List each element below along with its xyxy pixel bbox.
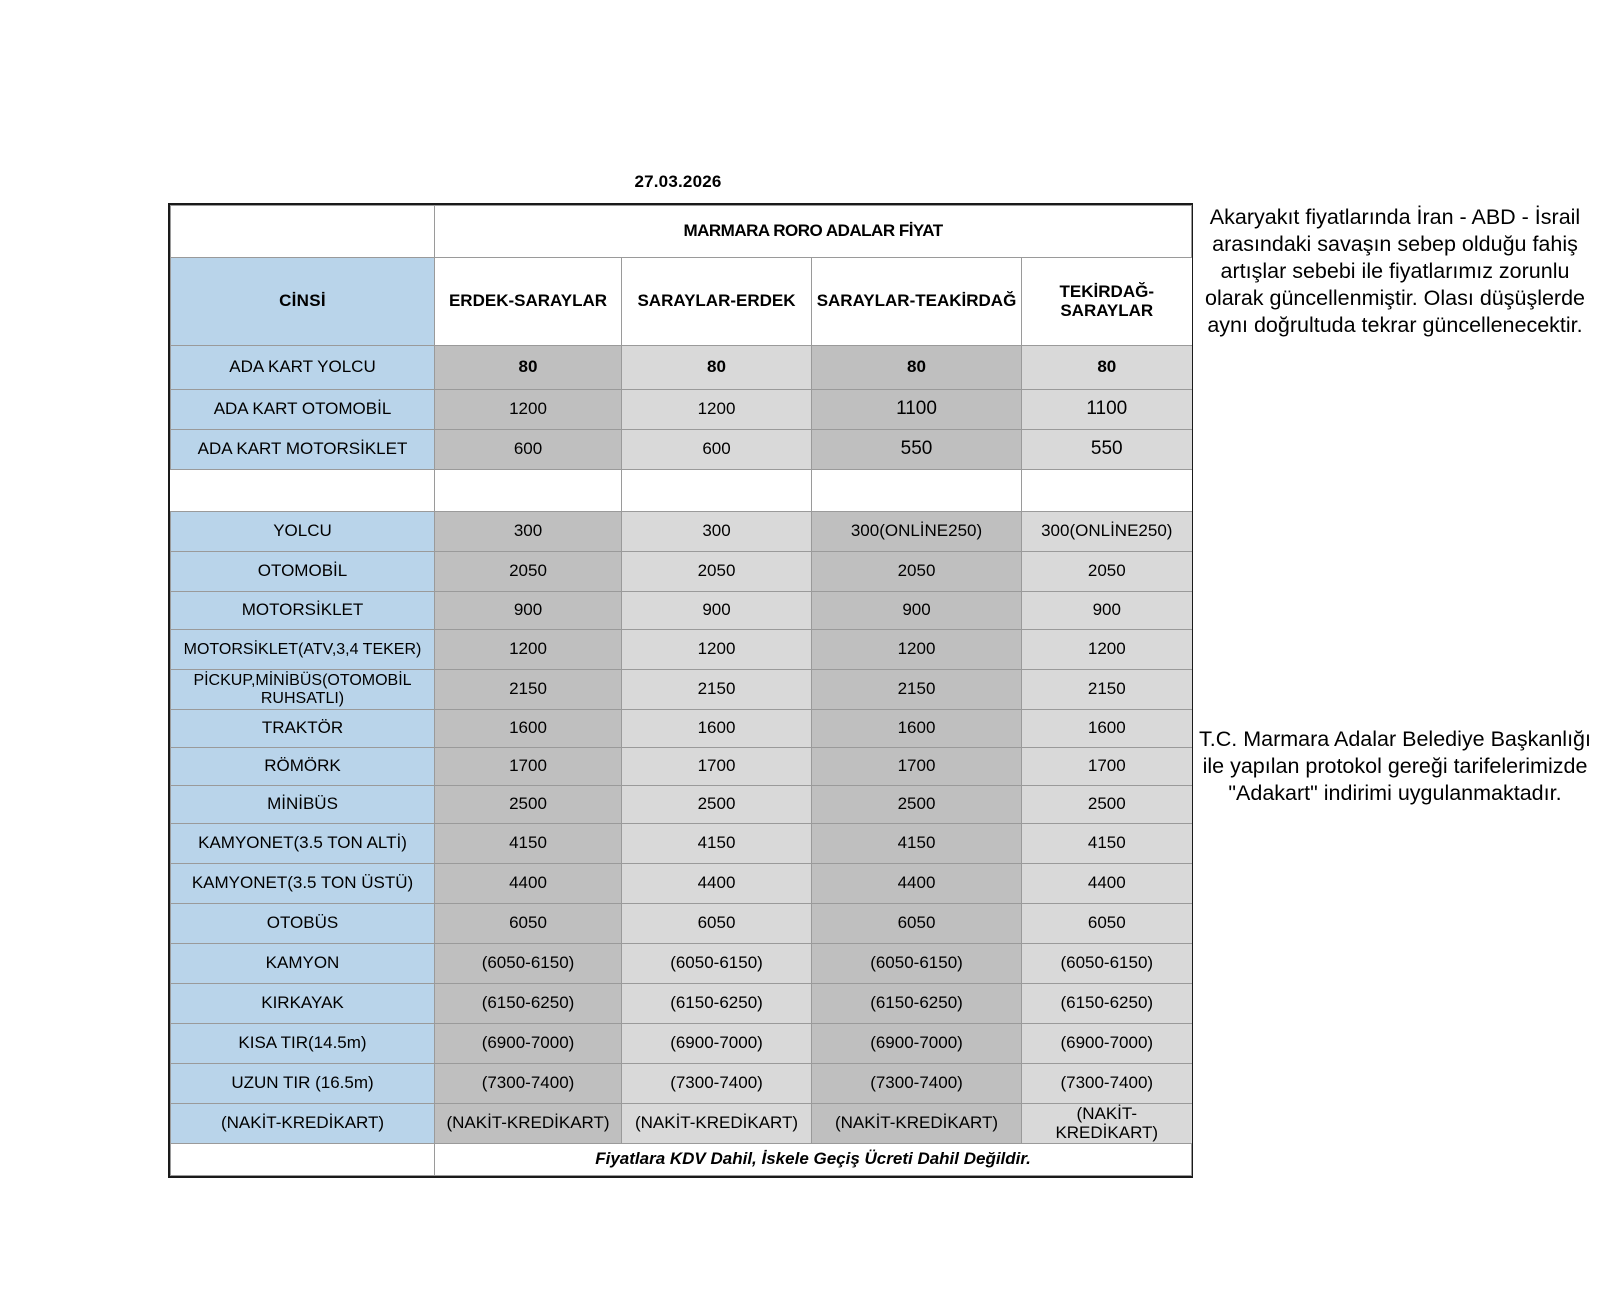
table-row [171, 824, 1192, 864]
row-label: PİCKUP,MİNİBÜS(OTOMOBİL RUHSATLI) [171, 670, 435, 710]
document-date: 27.03.2026 [634, 172, 722, 191]
price-cell: 1700 [622, 748, 812, 786]
table-row [171, 864, 1192, 904]
price-cell: 6050 [1022, 904, 1192, 944]
table-row [171, 552, 1192, 592]
row-label: YOLCU [171, 512, 435, 552]
price-cell: 4150 [1022, 824, 1192, 864]
price-cell: 80 [622, 346, 812, 390]
price-cell: (6900-7000) [435, 1024, 622, 1064]
header-route-saraylar-tekirdag: SARAYLAR-TEAKİRDAĞ [812, 258, 1022, 346]
price-cell: 2500 [812, 786, 1022, 824]
table-row [171, 512, 1192, 552]
spacer-cell [622, 470, 812, 512]
table-row [171, 1104, 1192, 1144]
price-cell: 1700 [812, 748, 1022, 786]
price-cell: 2050 [1022, 552, 1192, 592]
price-cell: (6900-7000) [1022, 1024, 1192, 1064]
price-cell: 6050 [812, 904, 1022, 944]
row-label: RÖMÖRK [171, 748, 435, 786]
price-table-container [168, 203, 1193, 1178]
spacer-cell [171, 470, 435, 512]
table-row [171, 710, 1192, 748]
price-cell: (6150-6250) [622, 984, 812, 1024]
header-cinsi: CİNSİ [171, 258, 435, 346]
price-cell: 300(ONLİNE250) [1022, 512, 1192, 552]
price-cell: 1600 [622, 710, 812, 748]
row-label: ADA KART MOTORSİKLET [171, 430, 435, 470]
price-cell: 80 [1022, 346, 1192, 390]
footer-row [171, 1144, 1192, 1176]
page-title: MARMARA RORO ADALAR FİYAT [435, 206, 1192, 258]
price-cell: 4400 [1022, 864, 1192, 904]
price-cell: 550 [1022, 430, 1192, 470]
price-cell: 6050 [435, 904, 622, 944]
price-cell: 1600 [812, 710, 1022, 748]
header-route-tekirdag-saraylar: TEKİRDAĞ-SARAYLAR [1022, 258, 1192, 346]
price-cell: 2050 [435, 552, 622, 592]
price-cell: 1200 [435, 630, 622, 670]
price-cell: 1600 [1022, 710, 1192, 748]
price-cell: (6050-6150) [622, 944, 812, 984]
table-row [171, 748, 1192, 786]
price-cell: 4150 [622, 824, 812, 864]
row-label: KISA TIR(14.5m) [171, 1024, 435, 1064]
table-row [171, 904, 1192, 944]
row-label: KAMYON [171, 944, 435, 984]
price-cell: (6900-7000) [622, 1024, 812, 1064]
price-cell: 900 [1022, 592, 1192, 630]
price-cell: 6050 [622, 904, 812, 944]
price-cell: 2150 [622, 670, 812, 710]
row-label: MOTORSİKLET [171, 592, 435, 630]
price-cell: 1100 [1022, 390, 1192, 430]
price-cell: (NAKİT-KREDİKART) [812, 1104, 1022, 1144]
spacer-cell [1022, 470, 1192, 512]
price-cell: 2500 [622, 786, 812, 824]
row-label: KAMYONET(3.5 TON ALTİ) [171, 824, 435, 864]
price-cell: (7300-7400) [435, 1064, 622, 1104]
price-cell: 1600 [435, 710, 622, 748]
row-label: OTOBÜS [171, 904, 435, 944]
price-cell: 4400 [435, 864, 622, 904]
table-row [171, 346, 1192, 390]
table-row [171, 390, 1192, 430]
price-cell: 1700 [1022, 748, 1192, 786]
price-cell: (NAKİT-KREDİKART) [1022, 1104, 1192, 1144]
row-label: TRAKTÖR [171, 710, 435, 748]
header-route-erdek-saraylar: ERDEK-SARAYLAR [435, 258, 622, 346]
price-cell: 2500 [1022, 786, 1192, 824]
table-row [171, 592, 1192, 630]
header-route-saraylar-erdek: SARAYLAR-ERDEK [622, 258, 812, 346]
price-cell: (7300-7400) [812, 1064, 1022, 1104]
price-cell: 900 [622, 592, 812, 630]
price-cell: 2150 [1022, 670, 1192, 710]
price-cell: 80 [812, 346, 1022, 390]
price-cell: (NAKİT-KREDİKART) [622, 1104, 812, 1144]
title-spacer-cell [171, 206, 435, 258]
footer-spacer-cell [171, 1144, 435, 1176]
title-row [171, 206, 1192, 258]
price-cell: 4150 [435, 824, 622, 864]
table-row [171, 630, 1192, 670]
price-cell: (6050-6150) [435, 944, 622, 984]
price-cell: 900 [435, 592, 622, 630]
row-label: UZUN TIR (16.5m) [171, 1064, 435, 1104]
price-cell: (7300-7400) [622, 1064, 812, 1104]
table-row [171, 670, 1192, 710]
price-cell: (6150-6250) [1022, 984, 1192, 1024]
fuel-price-notice: Akaryakıt fiyatlarında İran - ABD - İsrail arasındaki savaşın sebep olduğu fahiş artışlar sebebi ile fiyatlarımız zorunlu olarak güncellenmiştir. Olası düşüşlerde aynı doğrultuda tekrar güncellenecektir. [1204, 205, 1586, 338]
row-label: OTOMOBİL [171, 552, 435, 592]
price-cell: (6050-6150) [1022, 944, 1192, 984]
price-cell: 2150 [435, 670, 622, 710]
row-label: MOTORSİKLET(ATV,3,4 TEKER) [171, 630, 435, 670]
price-cell: 300(ONLİNE250) [812, 512, 1022, 552]
price-cell: 4400 [812, 864, 1022, 904]
price-cell: 900 [812, 592, 1022, 630]
price-cell: 1200 [1022, 630, 1192, 670]
price-cell: 550 [812, 430, 1022, 470]
price-cell: 2050 [812, 552, 1022, 592]
adakart-protocol-notice: T.C. Marmara Adalar Belediye Başkanlığı ile yapılan protokol gereği tarifelerimizde "Adakart" indirimi uygulanmaktadır. [1199, 727, 1591, 806]
price-cell: 1700 [435, 748, 622, 786]
price-cell: 300 [622, 512, 812, 552]
price-cell: 1200 [812, 630, 1022, 670]
table-row [171, 1064, 1192, 1104]
price-cell: 80 [435, 346, 622, 390]
row-label: ADA KART OTOMOBİL [171, 390, 435, 430]
row-label: MİNİBÜS [171, 786, 435, 824]
price-cell: 600 [622, 430, 812, 470]
table-row [171, 984, 1192, 1024]
price-cell: (6150-6250) [435, 984, 622, 1024]
row-label: KAMYONET(3.5 TON ÜSTÜ) [171, 864, 435, 904]
price-cell: 1200 [622, 630, 812, 670]
spacer-row [171, 470, 1192, 512]
price-cell: (6900-7000) [812, 1024, 1022, 1064]
table-row [171, 430, 1192, 470]
row-label: ADA KART YOLCU [171, 346, 435, 390]
table-row [171, 1024, 1192, 1064]
price-cell: 600 [435, 430, 622, 470]
table-row [171, 944, 1192, 984]
price-cell: 4400 [622, 864, 812, 904]
price-cell: 1100 [812, 390, 1022, 430]
price-cell: 1200 [622, 390, 812, 430]
price-cell: 300 [435, 512, 622, 552]
price-cell: 2500 [435, 786, 622, 824]
price-cell: 2050 [622, 552, 812, 592]
footer-note: Fiyatlara KDV Dahil, İskele Geçiş Ücreti Dahil Değildir. [435, 1144, 1192, 1176]
price-cell: (7300-7400) [1022, 1064, 1192, 1104]
column-header-row [171, 258, 1192, 346]
spacer-cell [812, 470, 1022, 512]
price-cell: (6150-6250) [812, 984, 1022, 1024]
row-label: KIRKAYAK [171, 984, 435, 1024]
price-table [170, 205, 1192, 1176]
price-cell: 4150 [812, 824, 1022, 864]
spacer-cell [435, 470, 622, 512]
table-row [171, 786, 1192, 824]
price-table-body [171, 206, 1192, 1176]
price-cell: 2150 [812, 670, 1022, 710]
price-cell: (NAKİT-KREDİKART) [435, 1104, 622, 1144]
row-label: (NAKİT-KREDİKART) [171, 1104, 435, 1144]
price-cell: 1200 [435, 390, 622, 430]
price-cell: (6050-6150) [812, 944, 1022, 984]
